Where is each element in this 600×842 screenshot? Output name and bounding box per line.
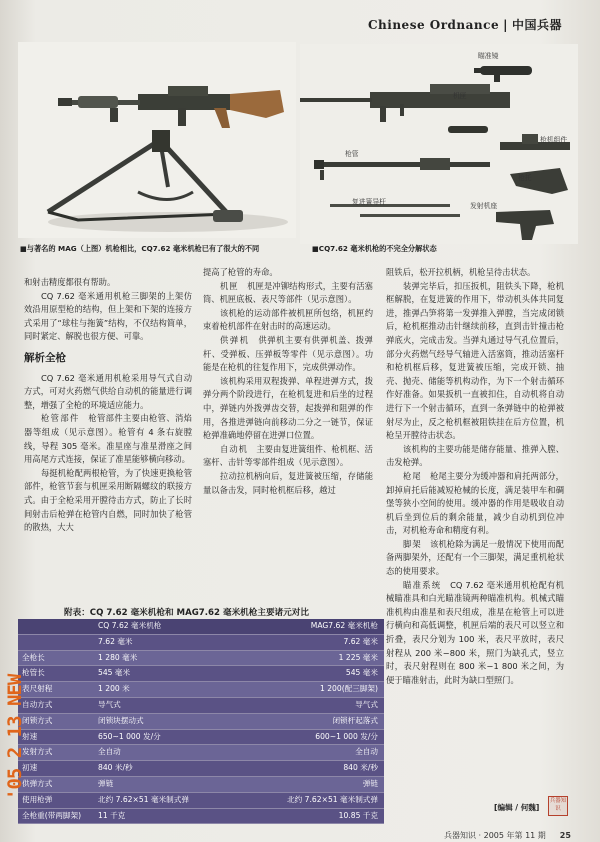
table-cell: 使用枪弹: [22, 794, 53, 804]
paragraph: [24, 412, 192, 466]
caption-left-photo: ■与著名的 MAG（上图）机枪相比，CQ7.62 毫米机枪已有了很大的不同: [20, 244, 260, 253]
header-english: Chinese Ordnance: [368, 18, 500, 32]
paragraph: [386, 470, 564, 538]
table-cell: 弹链: [98, 778, 114, 788]
table-cell: 10.85 千克: [338, 810, 378, 820]
section-heading: 解析全枪: [24, 351, 66, 364]
date-stamp: '05 2 13 NEW: [4, 674, 26, 800]
table-cell: 600~1 000 发/分: [315, 731, 378, 741]
table-cell: 1 280 毫米: [98, 652, 138, 662]
keyword: 自动机: [220, 443, 248, 454]
paragraph-text: 机匣是冲铆结构形式，主要有活塞筒、机匣底板、表尺等部件（见示意图）。: [203, 280, 373, 305]
table-title: 附表：CQ 7.62 毫米机枪和 MAG7.62 毫米机枪主要诸元对比: [64, 608, 309, 618]
table-row: [18, 666, 384, 682]
paragraph-text: CQ 7.62 毫米通用机枪配有机械瞄准具和白光瞄准镜两种瞄准机构。机械式瞄准机构由准星和表尺组成，准星在枪管上可以进行横向和高低调整，机匣后端的表尺可以竖立和折叠，表尺分划为 100 米，表尺平放时，表尺射程从 200 米−800 米，照门为缺孔式，竖立时，表尺射程则在 800 米−1 800 米之间，为便于瞄准射击，此时为缺口型照门。: [386, 579, 564, 685]
keyword: 枪管部件: [41, 413, 80, 424]
table-header-row: [18, 619, 384, 635]
table-cell: 840 米/秒: [98, 763, 133, 773]
table-cell: 1 225 毫米: [338, 652, 378, 662]
article-column-1: [24, 276, 192, 535]
table-cell: 7.62 毫米: [343, 636, 378, 646]
keyword: 机匣: [220, 280, 239, 291]
table-cell: 650~1 000 发/分: [98, 731, 161, 741]
paragraph: 装弹完毕后，扣压扳机，阻铁头下降，枪机框解脱，在复进簧的作用下，带动机头体共同复进，推弹凸笋将第一发弹推入弹膛，当完成闭锁后，枪机框推动击针继续前移，直到击针撞击枪弹底火，完成击发。当弹丸通过导气孔位置后，部分火药燃气经导气轴进入活塞筒，推动活塞杆和枪机框后移，复进簧被压缩，完成开锁、抽壳、抛壳、储能等机构动作，为下一个射击循环作好准备。如果扳机一直被扣住，自动机将自动进行下一个射击循环，直到一条弹链中的枪弹被射尽为止，反之枪机框被阻铁挂在后方位置，机枪呈开膛待击状态。: [386, 280, 564, 441]
paragraph: CQ 7.62 毫米通用机枪采用导气式自动方式，可对火药燃气供给自动机的能量进行调整，增强了全枪的环境适应能力。: [24, 372, 192, 410]
header-separator: |: [503, 18, 508, 32]
table-row: [18, 635, 384, 651]
table-cell: 840 米/秒: [343, 763, 378, 773]
table-cell: 导气式: [355, 699, 378, 709]
label-spring-rod: 复进簧导杆: [352, 198, 386, 206]
page-number: 25: [559, 831, 571, 840]
label-handle: 枪托: [518, 174, 532, 182]
table-cell: 自动方式: [22, 699, 53, 709]
paragraph-text: 枪尾主要分为缓冲器和肩托两部分，卸掉肩托后能减短枪械的长度，满足装甲车和碉堡等狭小空间的使用。缓冲器的作用是吸收自动机后坐到位后的剩余能量，减少自动机到位冲击，对机枪寿命和精度有利。: [386, 470, 564, 536]
table-cell: 545 毫米: [345, 668, 378, 678]
paragraph-text: 主要由复进簧组件、枪机框、活塞杆、击针等零部件组成（见示意图）。: [203, 443, 373, 468]
journal-issue: 兵器知识 · 2005 年第 11 期: [444, 831, 546, 840]
paragraph: 阻铁后，松开拉机柄，机枪呈待击状态。: [386, 267, 536, 277]
label-trigger-housing: 发射机座: [470, 202, 498, 210]
table-row: [18, 714, 384, 730]
table-cell: 闭锁方式: [22, 715, 53, 725]
table-row: [18, 745, 384, 761]
editor-credit: [编辑 / 何魏]: [494, 803, 540, 812]
table-cell: 北约 7.62×51 毫米制式弹: [98, 794, 189, 804]
table-cell: 发射方式: [22, 747, 53, 757]
paragraph: 该机构采用双程拨弹、单程进弹方式，拨弹分两个阶段进行，在枪机复进和后坐的过程中，弹链内外拨弹齿交替，起拨弹和阻弹的作用，各推进弹链向前移动二分之一链节，保证枪弹准确地停留在进弹口位置。: [203, 375, 373, 441]
table-cell: 7.62 毫米: [98, 636, 133, 646]
caption-right-photo: ■CQ7.62 毫米机枪的不完全分解状态: [312, 244, 437, 253]
table-header-cell: CQ 7.62 毫米机枪: [98, 621, 162, 630]
table-cell: 弹链: [362, 778, 378, 788]
label-bolt-assembly: 枪机组件: [540, 136, 568, 144]
section-header: [368, 16, 562, 33]
magazine-seal-logo: 兵器知识: [548, 796, 568, 816]
table-cell: 全枪长: [22, 652, 45, 662]
paragraph: 提高了枪管的寿命。: [203, 267, 278, 277]
table-row: [18, 698, 384, 714]
table-row: [18, 730, 384, 746]
paragraph: [203, 334, 373, 375]
label-barrel: 枪管: [345, 150, 359, 158]
table-row: [18, 651, 384, 667]
paragraph: [386, 538, 564, 579]
paragraph: 每挺机枪配两根枪管，为了快速更换枪管部件，枪管节套与机匣采用断隔螺纹的联接方式。由于全枪采用开膛待击方式，防止了长时间射击后枪弹在枪管内自燃，同时加快了枪管的散热，大大: [24, 467, 192, 533]
paragraph: 拉动拉机柄向后，复进簧被压缩，存储能量以备击发，同时枪机框后移，越过: [203, 470, 373, 495]
article-column-2: [203, 266, 373, 497]
article-column-3: [386, 266, 564, 687]
spec-comparison-table: [18, 619, 384, 824]
table-cell: 导气式: [98, 699, 121, 709]
table-cell: 11 千克: [98, 810, 126, 820]
paragraph: [386, 579, 564, 688]
table-row: [18, 682, 384, 698]
header-chinese: 中国兵器: [511, 18, 562, 32]
paragraph-text: 枪管部件主要由枪管、消焰器等组成（见示意图）。枪管有 4 条右旋膛线，导程 305 毫米。准星座与准星滑座之间用高尾方式连接，保证了准星能够横向移动。: [24, 413, 192, 465]
field-stripped-parts-diagram: [300, 44, 578, 244]
keyword: 脚架: [403, 538, 422, 549]
paragraph: [203, 280, 373, 307]
table-row: [18, 777, 384, 793]
table-row: [18, 809, 384, 825]
table-cell: 射速: [22, 731, 38, 741]
paragraph: [203, 443, 373, 470]
mag-machine-gun-photo: [18, 42, 296, 238]
table-row: [18, 793, 384, 809]
paragraph: 和射击精度都很有帮助。: [24, 277, 116, 287]
paragraph-text: 该机枪除为满足一般情况下使用而配备两脚架外，还配有一个三脚架，满足重机枪状态的使用要求。: [386, 538, 564, 577]
page-footer: [444, 830, 571, 841]
table-cell: 1 200 米: [98, 684, 130, 694]
table-cell: 全枪重(带两脚架): [22, 810, 82, 820]
paragraph: CQ 7.62 毫米通用机枪三脚架的上架仿效沿用原型枪的结构，但上架和下架的连接方式采用了“球柱与拖簧”结构，不仅结构简单，同时紧定、解脱也很方便、可靠。: [24, 290, 192, 342]
table-header-cell: MAG7.62 毫米机枪: [310, 621, 378, 630]
table-cell: 枪管长: [22, 668, 45, 678]
table-cell: 闭锁块摆动式: [98, 715, 144, 725]
keyword: 枪尾: [403, 470, 422, 481]
keyword: 供弹机: [220, 334, 250, 345]
keyword: 瞄准系统: [403, 579, 442, 590]
table-cell: 545 毫米: [98, 668, 131, 678]
label-frame: 机匣: [453, 92, 467, 100]
paragraph: 该机构的主要功能是储存能量、推弹入膛、击发枪弹。: [386, 443, 564, 468]
table-cell: 初速: [22, 763, 38, 773]
paragraph-text: 供弹机主要有供弹机盖、拨弹杆、受弹板、压弹板等零件（见示意图）。功能是在枪机的往复作用下，完成供弹动作。: [203, 334, 373, 373]
table-cell: 北约 7.62×51 毫米制式弹: [287, 794, 378, 804]
table-cell: 表尺射程: [22, 684, 53, 694]
label-sight: 瞄准镜: [478, 52, 499, 60]
table-cell: 全自动: [355, 747, 378, 757]
paragraph: 该机枪的运动部件被机匣所包络，机匣约束着枪机部件在射击时的高速运动。: [203, 307, 373, 332]
table-cell: 全自动: [98, 747, 121, 757]
table-cell: 1 200(配三脚架): [319, 684, 378, 694]
table-cell: 闭锁杆起落式: [332, 715, 378, 725]
table-row: [18, 761, 384, 777]
table-cell: 供弹方式: [22, 778, 53, 788]
